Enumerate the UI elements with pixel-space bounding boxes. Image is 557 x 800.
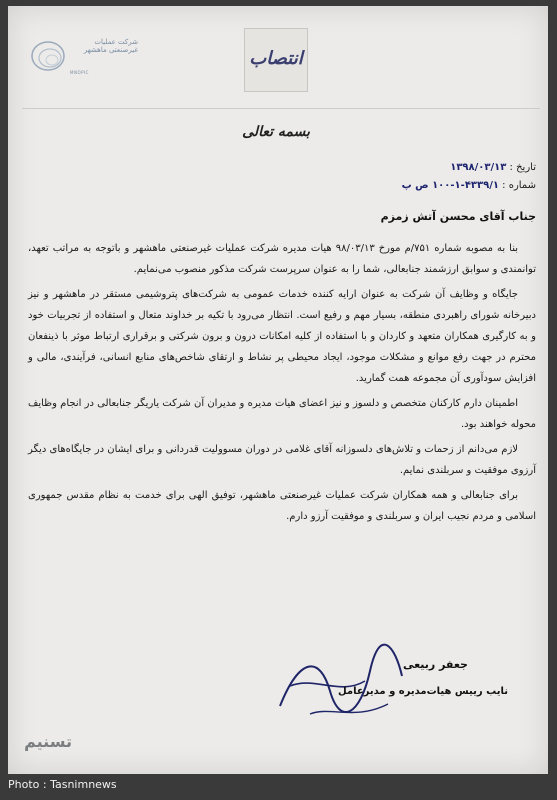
number-label: شماره :: [502, 180, 536, 191]
watermark-text: تسنیم: [24, 732, 72, 751]
number-line: [402, 180, 536, 191]
header-divider: [22, 108, 540, 109]
letter-body: [28, 238, 536, 531]
page-title: انتصاب: [249, 48, 303, 69]
date-label: تاریخ :: [509, 162, 536, 173]
paragraph: بنا به مصوبه شماره ۷۵۱/م مورخ ۹۸/۰۳/۱۳ هیات مدیره شرکت عملیات غیرصنعتی ماهشهر و باتوجه به مراتب تعهد، توانمندی و سوابق ارزشمند جنابعالی، شما را به عنوان سرپرست شرکت مذکور منصوب می‌نمایم.: [28, 243, 536, 275]
letter-paper: [8, 6, 548, 774]
addressee: جناب آقای محسن آتش زمزم: [380, 210, 536, 223]
tasnim-watermark: [26, 724, 72, 770]
handwritten-signature: [270, 636, 410, 726]
date-value: ۱۳۹۸/۰۳/۱۳: [450, 162, 507, 173]
logo-swirl-icon: [28, 28, 68, 88]
paragraph: اطمینان دارم کارکنان متخصص و دلسوز و نیز اعضای هیات مدیره و مدیران آن شرکت یاریگر جنابعالی در انجام وظایف محوله خواهند بود.: [28, 398, 536, 430]
number-value: ۴۳۳۹/۱-۱-۱۰۰ ص پ: [401, 180, 499, 191]
logo-subtext: MNOPIC: [70, 70, 89, 75]
bismillah: بسمه تعالی: [242, 124, 310, 140]
signer-title: نایب رییس هیات‌مدیره و مدیرعامل: [337, 686, 508, 697]
company-logo: [28, 28, 138, 88]
logo-text: شرکت عملیات غیرصنعتی ماهشهر: [83, 38, 138, 54]
photo-credit: Photo : Tasnimnews: [8, 778, 117, 791]
date-line: [450, 162, 536, 173]
paragraph: جایگاه و وظایف آن شرکت به عنوان ارایه کننده خدمات عمومی به شرکت‌های پتروشیمی مستقر در ماهشهر و نیز دبیرخانه شورای راهبردی منطقه، بسیار مهم و رفیع است. انتظار می‌رود با تکیه بر خداوند متعال و استفاده از تجربیات خود و به کارگیری همکاران متعهد و کاردان و با استفاده از کلیه امکانات درون و برون شرکتی و برقراری ارتباط موثر با ذینفعان محترم در جهت رفع موانع و مشکلات موجود، ایجاد محیطی پر نشاط و ارتقای شاخص‌های منابع انسانی، فرآیندی، مالی و افزایش سودآوری آن مجموعه همت گمارید.: [28, 289, 536, 384]
signer-name: جعفر ربیعی: [402, 658, 468, 671]
paragraph: لازم می‌دانم از زحمات و تلاش‌های دلسوزانه آقای غلامی در دوران مسوولیت قدردانی و برای ایشان در جایگاه‌های دیگر آرزوی موفقیت و سربلندی نمایم.: [28, 444, 536, 476]
paragraph: برای جنابعالی و همه همکاران شرکت عملیات غیرصنعتی ماهشهر، توفیق الهی برای خدمت به نظام مقدس جمهوری اسلامی و مردم نجیب ایران و سربلندی و موفقیت آرزو دارم.: [28, 490, 536, 522]
